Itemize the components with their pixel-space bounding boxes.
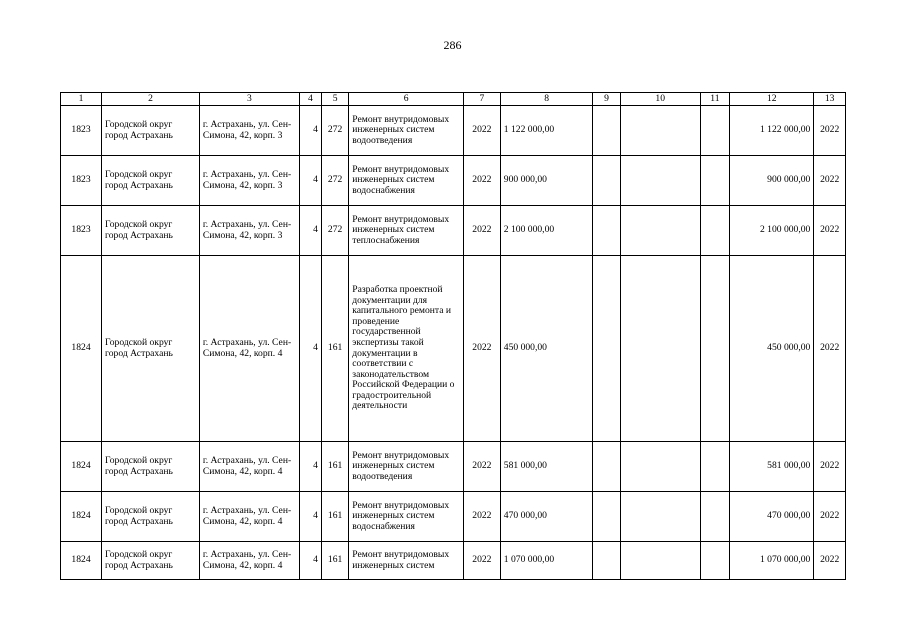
end-year-cell: 2022 [814,542,846,580]
work-type-cell: Ремонт внутридомовых инженерных систем водоснабжения [349,492,464,542]
col5-cell: 272 [321,156,348,206]
year-cell: 2022 [463,256,500,442]
col9-cell [593,106,620,156]
table-row [61,442,846,492]
col9-cell [593,156,620,206]
total-cost-cell: 2 100 000,00 [730,206,814,256]
column-number-row [61,93,846,106]
work-type-cell: Ремонт внутридомовых инженерных систем [349,542,464,580]
col10-cell [620,442,700,492]
total-cost-cell: 900 000,00 [730,156,814,206]
col4-cell: 4 [299,206,321,256]
col11-cell [700,206,729,256]
repair-register-table [60,92,846,580]
col10-cell [620,156,700,206]
column-header-4: 4 [299,93,321,106]
end-year-cell: 2022 [814,492,846,542]
table-row [61,156,846,206]
col10-cell [620,106,700,156]
column-header-7: 7 [463,93,500,106]
municipality-cell: Городской округ город Астрахань [102,156,200,206]
total-cost-cell: 450 000,00 [730,256,814,442]
municipality-cell: Городской округ город Астрахань [102,542,200,580]
table-row [61,492,846,542]
table-row [61,106,846,156]
col9-cell [593,442,620,492]
col4-cell: 4 [299,492,321,542]
municipality-cell: Городской округ город Астрахань [102,442,200,492]
col9-cell [593,542,620,580]
total-cost-cell: 581 000,00 [730,442,814,492]
col5-cell: 272 [321,106,348,156]
year-cell: 2022 [463,106,500,156]
table-row [61,206,846,256]
col5-cell: 161 [321,542,348,580]
col4-cell: 4 [299,442,321,492]
column-header-12: 12 [730,93,814,106]
total-cost-cell: 470 000,00 [730,492,814,542]
object-id-cell: 1823 [61,156,102,206]
cost-cell: 1 122 000,00 [500,106,593,156]
end-year-cell: 2022 [814,106,846,156]
col11-cell [700,542,729,580]
col10-cell [620,206,700,256]
col9-cell [593,256,620,442]
column-header-1: 1 [61,93,102,106]
col4-cell: 4 [299,156,321,206]
col11-cell [700,156,729,206]
col10-cell [620,256,700,442]
object-id-cell: 1823 [61,206,102,256]
col5-cell: 161 [321,442,348,492]
column-header-6: 6 [349,93,464,106]
work-type-cell: Разработка проектной документации для капитального ремонта и проведение государственной экспертизы такой документации в соответствии с законодательством Российской Федерации о градостроительной деятельности [349,256,464,442]
cost-cell: 1 070 000,00 [500,542,593,580]
municipality-cell: Городской округ город Астрахань [102,492,200,542]
year-cell: 2022 [463,542,500,580]
col10-cell [620,492,700,542]
column-header-5: 5 [321,93,348,106]
column-header-8: 8 [500,93,593,106]
address-cell: г. Астрахань, ул. Сен-Симона, 42, корп. 4 [199,256,299,442]
col5-cell: 272 [321,206,348,256]
col9-cell [593,206,620,256]
end-year-cell: 2022 [814,156,846,206]
cost-cell: 470 000,00 [500,492,593,542]
object-id-cell: 1823 [61,106,102,156]
object-id-cell: 1824 [61,256,102,442]
work-type-cell: Ремонт внутридомовых инженерных систем водоотведения [349,106,464,156]
column-header-11: 11 [700,93,729,106]
column-header-2: 2 [102,93,200,106]
work-type-cell: Ремонт внутридомовых инженерных систем водоотведения [349,442,464,492]
address-cell: г. Астрахань, ул. Сен-Симона, 42, корп. 3 [199,206,299,256]
address-cell: г. Астрахань, ул. Сен-Симона, 42, корп. 3 [199,156,299,206]
cost-cell: 2 100 000,00 [500,206,593,256]
year-cell: 2022 [463,492,500,542]
address-cell: г. Астрахань, ул. Сен-Симона, 42, корп. 4 [199,442,299,492]
address-cell: г. Астрахань, ул. Сен-Симона, 42, корп. 4 [199,492,299,542]
table-row [61,256,846,442]
col9-cell [593,492,620,542]
object-id-cell: 1824 [61,492,102,542]
col11-cell [700,442,729,492]
address-cell: г. Астрахань, ул. Сен-Симона, 42, корп. 4 [199,542,299,580]
year-cell: 2022 [463,206,500,256]
municipality-cell: Городской округ город Астрахань [102,206,200,256]
cost-cell: 900 000,00 [500,156,593,206]
cost-cell: 581 000,00 [500,442,593,492]
year-cell: 2022 [463,442,500,492]
col5-cell: 161 [321,256,348,442]
municipality-cell: Городской округ город Астрахань [102,106,200,156]
total-cost-cell: 1 070 000,00 [730,542,814,580]
col4-cell: 4 [299,256,321,442]
table-row [61,542,846,580]
column-header-3: 3 [199,93,299,106]
end-year-cell: 2022 [814,442,846,492]
work-type-cell: Ремонт внутридомовых инженерных систем водоснабжения [349,156,464,206]
col5-cell: 161 [321,492,348,542]
address-cell: г. Астрахань, ул. Сен-Симона, 42, корп. 3 [199,106,299,156]
object-id-cell: 1824 [61,442,102,492]
col4-cell: 4 [299,542,321,580]
year-cell: 2022 [463,156,500,206]
municipality-cell: Городской округ город Астрахань [102,256,200,442]
table-body [61,106,846,580]
end-year-cell: 2022 [814,206,846,256]
total-cost-cell: 1 122 000,00 [730,106,814,156]
col10-cell [620,542,700,580]
object-id-cell: 1824 [61,542,102,580]
column-header-9: 9 [593,93,620,106]
col11-cell [700,256,729,442]
col11-cell [700,106,729,156]
end-year-cell: 2022 [814,256,846,442]
col4-cell: 4 [299,106,321,156]
page-number: 286 [443,38,462,52]
column-header-13: 13 [814,93,846,106]
column-header-10: 10 [620,93,700,106]
col11-cell [700,492,729,542]
work-type-cell: Ремонт внутридомовых инженерных систем теплоснабжения [349,206,464,256]
cost-cell: 450 000,00 [500,256,593,442]
